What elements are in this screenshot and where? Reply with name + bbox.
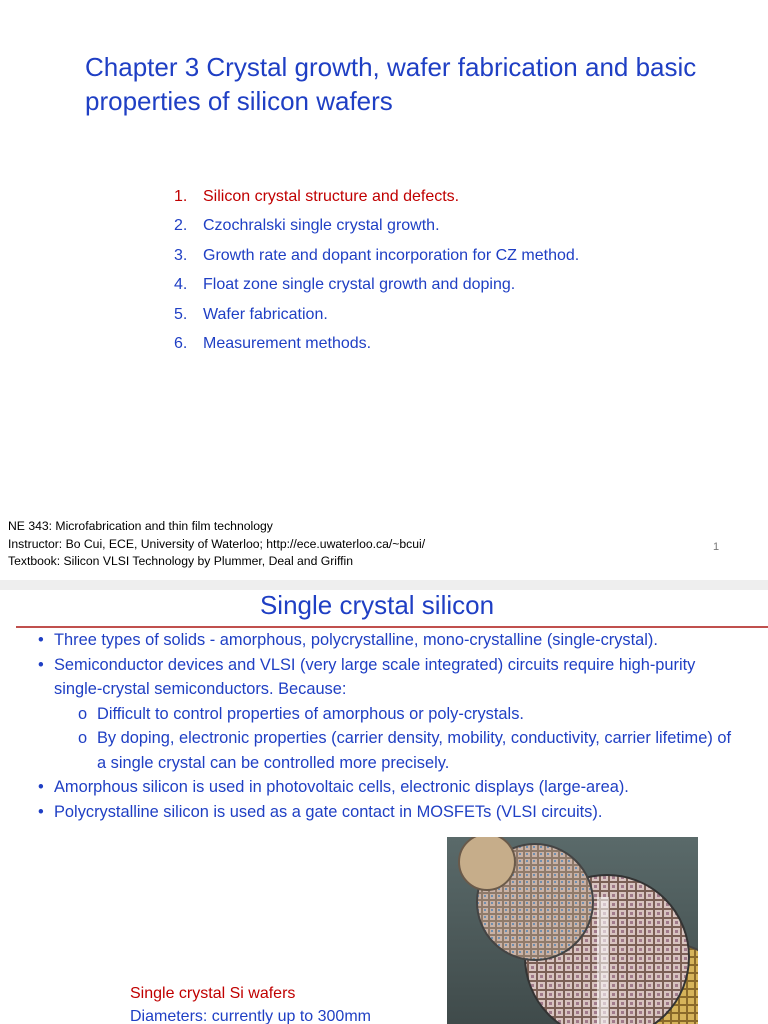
wafer-glare: [597, 897, 609, 1024]
bullet-item: • Polycrystalline silicon is used as a gate contact in MOSFETs (VLSI circuits).: [38, 802, 603, 821]
course-name: NE 343: Microfabrication and thin film technology: [8, 519, 273, 533]
bullet-item: • Semiconductor devices and VLSI (very large scale integrated) circuits require high-purity single-crystal semiconductors. Because:: [38, 655, 696, 698]
outline-item: 4. Float zone single crystal growth and doping.: [174, 276, 516, 294]
textbook-line: Textbook: Silicon VLSI Technology by Plummer, Deal and Griffin: [8, 554, 354, 568]
slide-title: Chapter 3 Crystal growth, wafer fabrication and basic properties of silicon wafers: [85, 52, 697, 116]
instructor-line: Instructor: Bo Cui, ECE, University of Waterloo; http://ece.uwaterloo.ca/~bcui/: [8, 536, 426, 551]
bullet-item: • Amorphous silicon is used in photovoltaic cells, electronic displays (large-area).: [38, 778, 629, 796]
wafer-photo: [447, 837, 698, 1024]
outline-item: 3. Growth rate and dopant incorporation for CZ method.: [174, 246, 580, 264]
sub-bullet-item: o Difficult to control properties of amorphous or poly-crystals.: [78, 704, 524, 723]
photo-caption: [130, 982, 371, 1024]
outline-item: 1. Silicon crystal structure and defects.: [174, 188, 460, 205]
outline-item: 6. Measurement methods.: [174, 335, 372, 353]
course-footer: [8, 518, 425, 571]
slide-title: Single crystal silicon: [259, 590, 495, 620]
slide-separator: [0, 580, 768, 590]
bullet-list: [38, 628, 738, 824]
bullet-item: • Three types of solids - amorphous, polycrystalline, mono-crystalline (single-crystal).: [38, 631, 658, 649]
page-number: 1: [713, 541, 720, 553]
wafer-small: [459, 837, 515, 890]
outline-item: 5. Wafer fabrication.: [174, 305, 328, 323]
slide-2: [0, 590, 768, 1024]
caption-title: Single crystal Si wafers: [130, 985, 296, 1002]
caption-diameters: Diameters: currently up to 300mm: [130, 1008, 371, 1024]
outline-item: 2. Czochralski single crystal growth.: [174, 217, 440, 235]
chapter-outline: [174, 182, 579, 358]
sub-bullet-item: o By doping, electronic properties (carrier density, mobility, conductivity, carrier lifetime) of a single crystal can be controlled more precisely.: [78, 729, 731, 772]
